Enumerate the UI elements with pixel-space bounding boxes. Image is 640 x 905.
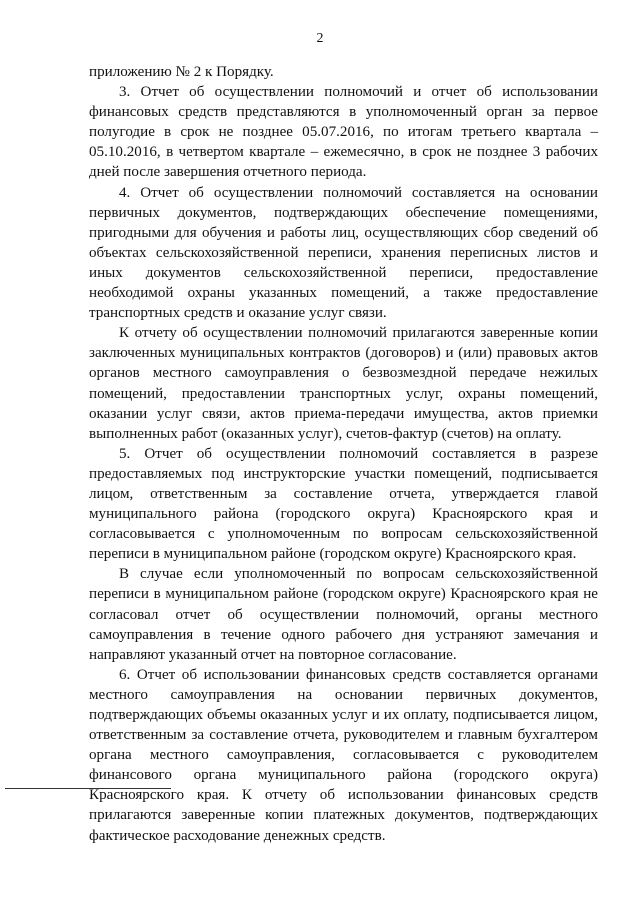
paragraph-item-5: 5. Отчет об осуществлении полномочий составляется в разрезе предоставляемых под инструкторские участки помещений, подписывается лицом, ответственным за составление отчета, утверждается главой муниципального района (городского округа) Красноярского края и согласовывается с уполномоченным по вопросам сельскохозяйственной переписи в муниципальном районе (городском округе) Красноярского края.: [89, 445, 598, 563]
paragraph-continuation: приложению № 2 к Порядку.: [89, 64, 274, 80]
document-body: [89, 62, 598, 846]
paragraph-item-6: 6. Отчет об использовании финансовых средств составляется органами местного самоуправления на основании первичных документов, подтверждающих объемы оказанных услуг и их оплату, подписывается лицом, ответственным за составление отчета, руководителем и главным бухгалтером органа местного самоуправления, согласовывается с руководителем финансового органа муниципального района (городского округа) Красноярского края. К отчету об использовании финансовых средств прилагаются заверенные копии платежных документов, подтверждающих фактическое расходование денежных средств.: [89, 666, 598, 844]
paragraph-item-3: 3. Отчет об осуществлении полномочий и отчет об использовании финансовых средств представляются в уполномоченный орган за первое полугодие в срок не позднее 05.07.2016, по итогам третьего квартала – 05.10.2016, в четвертом квартале – ежемесячно, в срок не позднее 3 рабочих дней после завершения отчетного периода.: [89, 84, 598, 181]
paragraph-non-approval: В случае если уполномоченный по вопросам сельскохозяйственной переписи в муниципальном районе (городском округе) Красноярского края не согласовал отчет об осуществлении полномочий, органы местного самоуправления в течение одного рабочего дня устраняют замечания и направляют указанный отчет на повторное согласование.: [89, 566, 598, 663]
page-number: 2: [316, 31, 324, 46]
paragraph-item-4: 4. Отчет об осуществлении полномочий составляется на основании первичных документов, подтверждающих обеспечение помещениями, пригодными для обучения и работы лиц, осуществляющих сбор сведений об объектах сельскохозяйственной переписи, хранения переписных листов и иных документов сельскохозяйственной переписи, предоставление необходимой охраны указанных помещений, а также предоставление транспортных средств и оказание услуг связи.: [89, 184, 598, 322]
paragraph-attachments: К отчету об осуществлении полномочий прилагаются заверенные копии заключенных муниципальных контрактов (договоров) и (или) правовых актов органов местного самоуправления о безвозмездной передаче нежилых помещений, предоставлении транспортных услуг, охраны помещений, оказании услуг связи, актов приема-передачи имущества, актов приемки выполненных работ (оказанных услуг), счетов-фактур (счетов) на оплату.: [89, 325, 598, 442]
footnote-divider: [5, 788, 171, 789]
